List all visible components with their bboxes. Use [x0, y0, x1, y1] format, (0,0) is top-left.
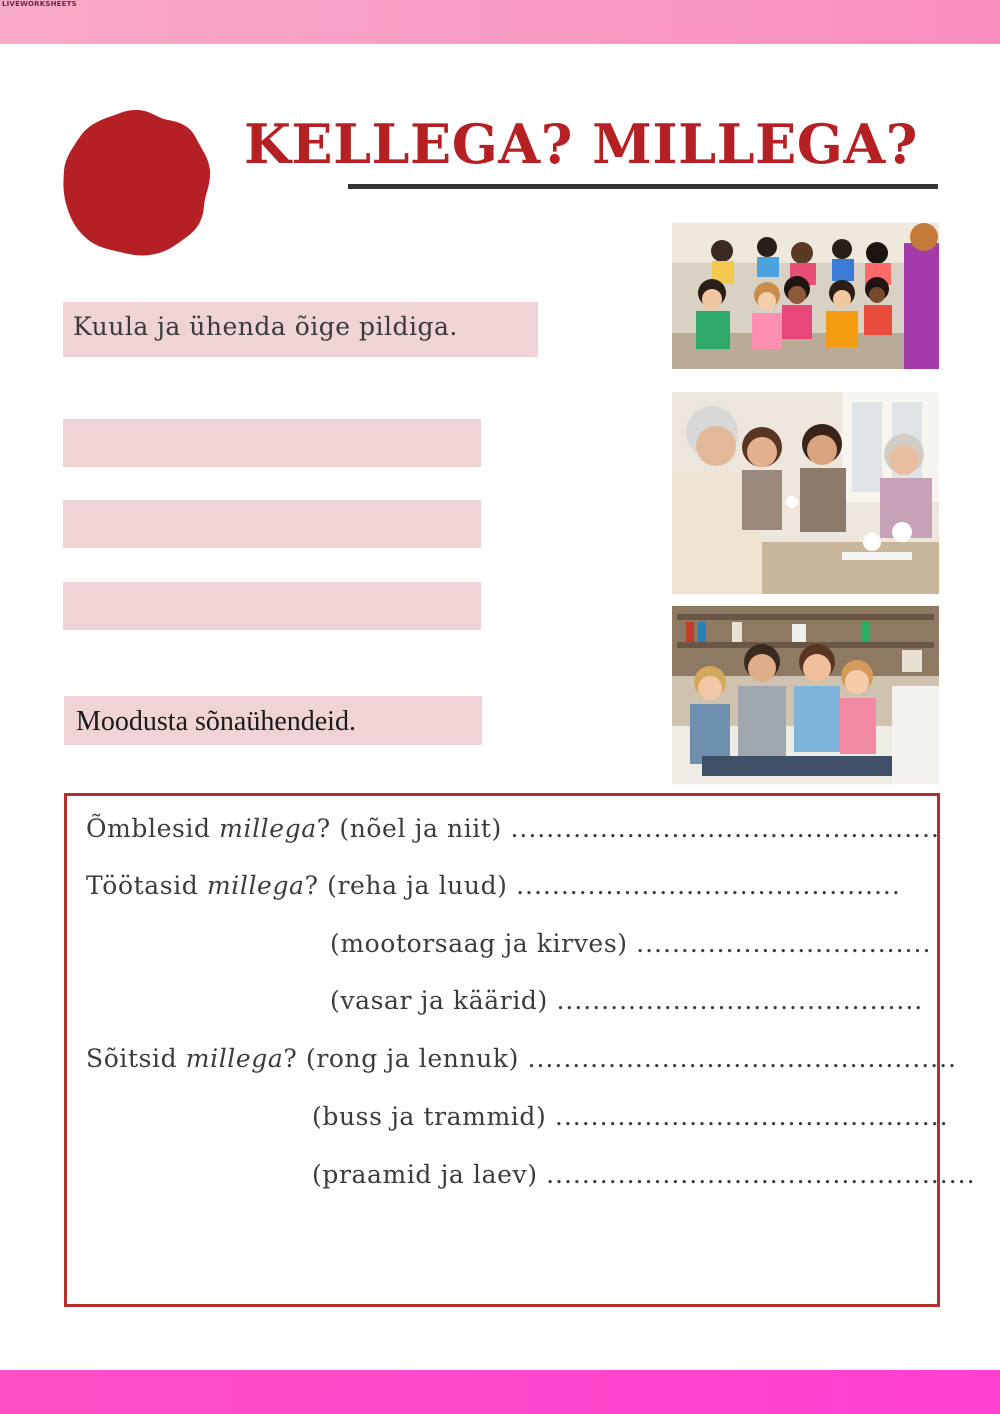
answer-blank-2[interactable]: ...........................................: [516, 871, 901, 900]
answer-drop-zone-2[interactable]: [63, 500, 481, 548]
instruction-compose: [64, 696, 482, 745]
exercise-line-5: [86, 1044, 957, 1073]
answer-blank-6[interactable]: ............................................: [554, 1102, 949, 1131]
hint: (rong ja lennuk): [297, 1044, 528, 1073]
answer-blank-5[interactable]: ................................................: [527, 1044, 957, 1073]
family-sofa-photo: [672, 606, 939, 784]
question-mark: ?: [304, 871, 319, 900]
verb: Töötasid: [86, 871, 207, 900]
verb: Õmblesid: [86, 814, 220, 843]
answer-drop-zone-1[interactable]: [63, 419, 481, 467]
red-seal-icon: [62, 108, 212, 258]
top-banner: [0, 0, 1000, 44]
exercise-line-1: [86, 814, 940, 843]
question-word: millega: [185, 1044, 284, 1073]
hint: (mootorsaag ja kirves): [330, 929, 637, 958]
hint: (vasar ja käärid): [330, 986, 557, 1015]
answer-blank-7[interactable]: ................................................: [546, 1160, 976, 1189]
answer-blank-1[interactable]: ................................................: [510, 814, 940, 843]
exercise-line-6: [312, 1102, 949, 1131]
hint: (praamid ja laev): [312, 1160, 547, 1189]
question-word: millega: [219, 814, 317, 843]
title-underline: [348, 184, 938, 189]
instruction-listen-text: Kuula ja ühenda õige pildiga.: [73, 312, 458, 341]
verb: Sõitsid: [86, 1044, 186, 1073]
question-word: millega: [206, 871, 305, 900]
bottom-banner: [0, 1370, 1000, 1414]
hint: (buss ja trammid): [312, 1102, 555, 1131]
page-title: KELLEGA? MILLEGA?: [244, 112, 918, 176]
exercise-line-3: [330, 929, 931, 958]
watermark-logo: LIVEWORKSHEETS: [2, 0, 77, 8]
question-mark: ?: [316, 814, 331, 843]
hint: (reha ja luud): [318, 871, 517, 900]
instruction-compose-text: Moodusta sõnaühendeid.: [76, 706, 356, 737]
answer-drop-zone-3[interactable]: [63, 582, 481, 630]
exercise-line-2: [86, 871, 901, 900]
children-group-photo: [672, 223, 939, 369]
family-tea-photo: [672, 392, 939, 594]
hint: (nõel ja niit): [330, 814, 511, 843]
question-mark: ?: [283, 1044, 298, 1073]
instruction-listen: [63, 302, 538, 357]
exercise-line-4: [330, 986, 923, 1015]
answer-blank-4[interactable]: .........................................: [556, 986, 924, 1015]
exercise-line-7: [312, 1160, 976, 1189]
answer-blank-3[interactable]: .................................: [636, 929, 932, 958]
